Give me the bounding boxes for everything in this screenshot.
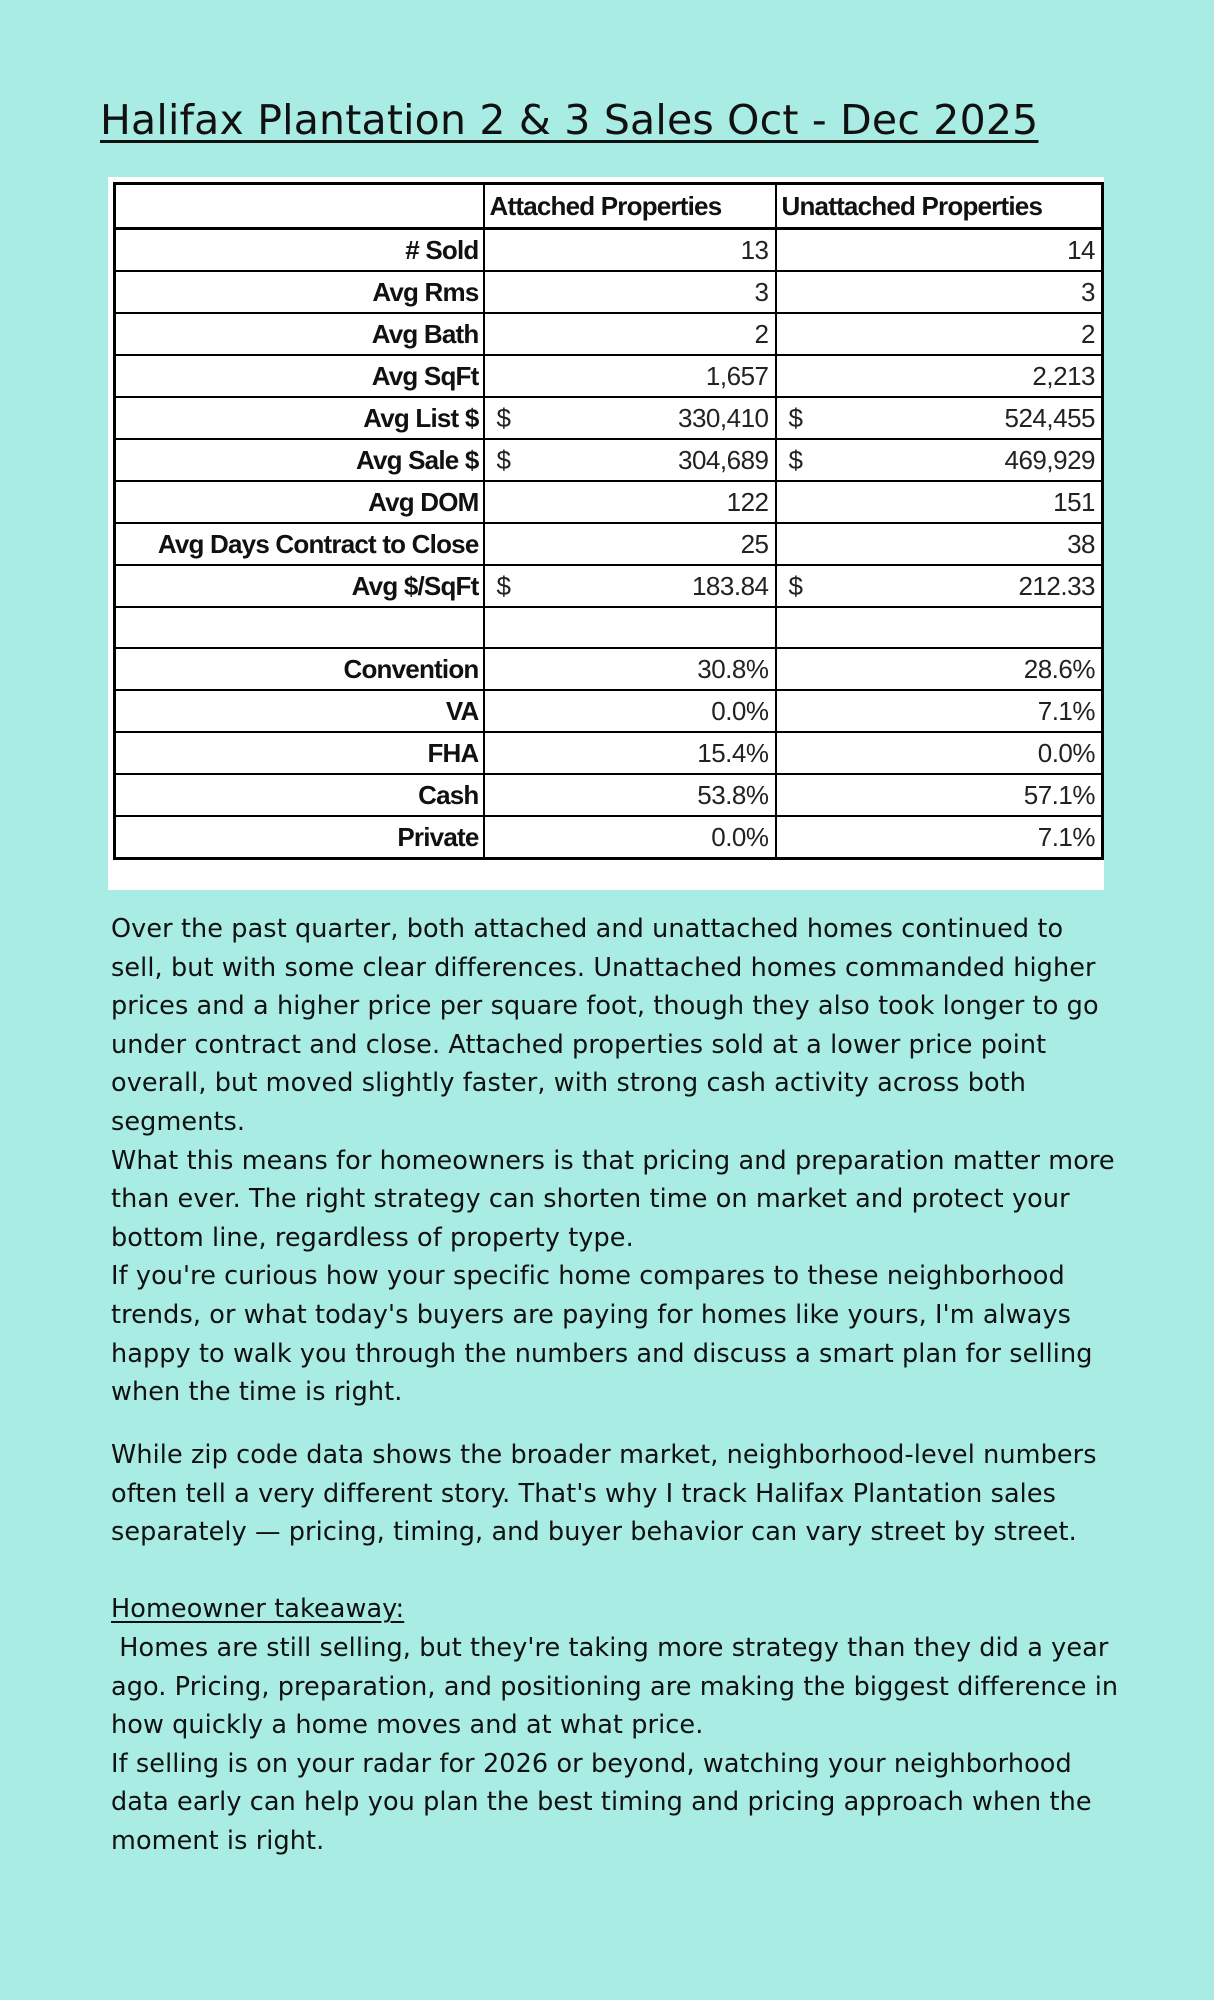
attached-value [484,229,776,272]
unattached-value: 7.1% [776,816,1103,859]
currency-symbol: $ [496,571,511,601]
table-row-spacer [115,607,1103,648]
takeaway-heading: Homeowner takeaway: [111,1594,405,1625]
header-blank [115,184,484,229]
header-unattached: Unattached Properties [776,184,1103,229]
attached-number: 330,410 [678,403,769,433]
unattached-value: 0.0% [776,732,1103,774]
attached-value [484,313,776,355]
currency-symbol: $ [788,445,803,475]
unattached-number: 14 [1067,235,1095,265]
unattached-value [776,439,1103,481]
table-row-conventional [115,648,1103,690]
header-attached: Attached Properties [484,184,776,229]
table-row-private [115,816,1103,859]
row-label: Avg Bath [115,313,484,355]
unattached-number: 469,929 [1004,445,1095,475]
attached-number: 183.84 [691,571,769,601]
table-row-sold [115,229,1103,272]
row-label [115,607,484,648]
currency-symbol: $ [496,403,511,433]
table-row-fha [115,732,1103,774]
attached-value [484,523,776,565]
paragraph-takeaway: Homes are still selling, but they're taking more strategy than they did a year ago. Pricing, preparation, and positioning are making the biggest difference in how quickly a home moves and at what price. [111,1632,1127,1741]
page-title: Halifax Plantation 2 & 3 Sales Oct - Dec 2025 [100,96,1039,144]
attached-value [484,397,776,439]
currency-symbol: $ [788,571,803,601]
attached-value: 0.0% [484,816,776,859]
unattached-number: 212.33 [1018,571,1095,601]
row-label: Avg SqFt [115,355,484,397]
attached-number: 25 [740,529,769,559]
attached-value [484,355,776,397]
unattached-value [776,229,1103,272]
unattached-value [776,565,1103,607]
attached-value: 0.0% [484,690,776,732]
paragraph-neighborhood-data: While zip code data shows the broader market, neighborhood-level numbers often tell a very different story. That's why I track Halifax Plantation sales separately — pricing, timing, and buyer behavior can vary street by street. [111,1440,1097,1548]
unattached-value: 28.6% [776,648,1103,690]
unattached-value [776,397,1103,439]
row-label: Avg List $ [115,397,484,439]
attached-value [484,607,776,648]
row-label: Avg DOM [115,481,484,523]
attached-value: 15.4% [484,732,776,774]
table-row-sqft [115,355,1103,397]
spacer [111,1552,1121,1591]
unattached-value [776,271,1103,313]
attached-number: 304,689 [678,445,769,475]
unattached-value: 57.1% [776,774,1103,816]
row-label: # Sold [115,229,484,272]
table-row-sale-price [115,439,1103,481]
unattached-number: 38 [1067,529,1095,559]
table-row-cash [115,774,1103,816]
unattached-number: 151 [1053,487,1095,517]
table-header-row [115,184,1103,229]
attached-number: 3 [754,277,769,307]
row-label: FHA [115,732,484,774]
currency-symbol: $ [788,403,803,433]
row-label: Avg Rms [115,271,484,313]
paragraph-quarter-summary: Over the past quarter, both attached and unattached homes continued to sell, but with some clear differences. Unattached homes commanded higher prices and a higher price per square foot, though they also took longer to go under contract and close. Attached properties sold at a lower price point overall, but moved slightly faster, with strong cash activity across both segments. [111,914,1099,1137]
attached-number: 1,657 [705,361,769,391]
table-row-list-price [115,397,1103,439]
attached-value [484,565,776,607]
attached-value [484,481,776,523]
attached-number: 13 [740,235,769,265]
neighborhood-section [111,1436,1127,1861]
row-label: Convention [115,648,484,690]
unattached-value [776,313,1103,355]
unattached-number: 2 [1081,319,1095,349]
unattached-number: 3 [1081,277,1095,307]
attached-value [484,271,776,313]
paragraph-homeowner-meaning: What this means for homeowners is that pricing and preparation matter more than ever. The right strategy can shorten time on market and protect your bottom line, regardless of property type. [111,1145,1115,1253]
market-summary [111,910,1121,1412]
row-label: Private [115,816,484,859]
table-row-va [115,690,1103,732]
unattached-value [776,523,1103,565]
paragraph-selling-radar: If selling is on your radar for 2026 or beyond, watching your neighborhood data early can help you plan the best timing and pricing approach when the moment is right. [111,1748,1092,1856]
row-label: Avg Days Contract to Close [115,523,484,565]
row-label: Avg Sale $ [115,439,484,481]
unattached-number: 2,213 [1032,361,1095,391]
unattached-number: 524,455 [1004,403,1095,433]
table-row-rooms [115,271,1103,313]
attached-value: 53.8% [484,774,776,816]
row-label: VA [115,690,484,732]
attached-value: 30.8% [484,648,776,690]
attached-value [484,439,776,481]
unattached-value: 7.1% [776,690,1103,732]
table-row-dom [115,481,1103,523]
row-label: Cash [115,774,484,816]
currency-symbol: $ [496,445,511,475]
table-row-contract-to-close [115,523,1103,565]
attached-number: 122 [726,487,769,517]
paragraph-call-to-action: If you're curious how your specific home compares to these neighborhood trends, or what today's buyers are paying for homes like yours, I'm always happy to walk you through the numbers and discuss a smart plan for selling when the time is right. [111,1261,1093,1408]
unattached-value [776,481,1103,523]
table-row-price-per-sqft [115,565,1103,607]
sales-stats-table [113,182,1104,860]
table-row-bath [115,313,1103,355]
unattached-value [776,607,1103,648]
attached-number: 2 [754,319,769,349]
unattached-value [776,355,1103,397]
row-label: Avg $/SqFt [115,565,484,607]
